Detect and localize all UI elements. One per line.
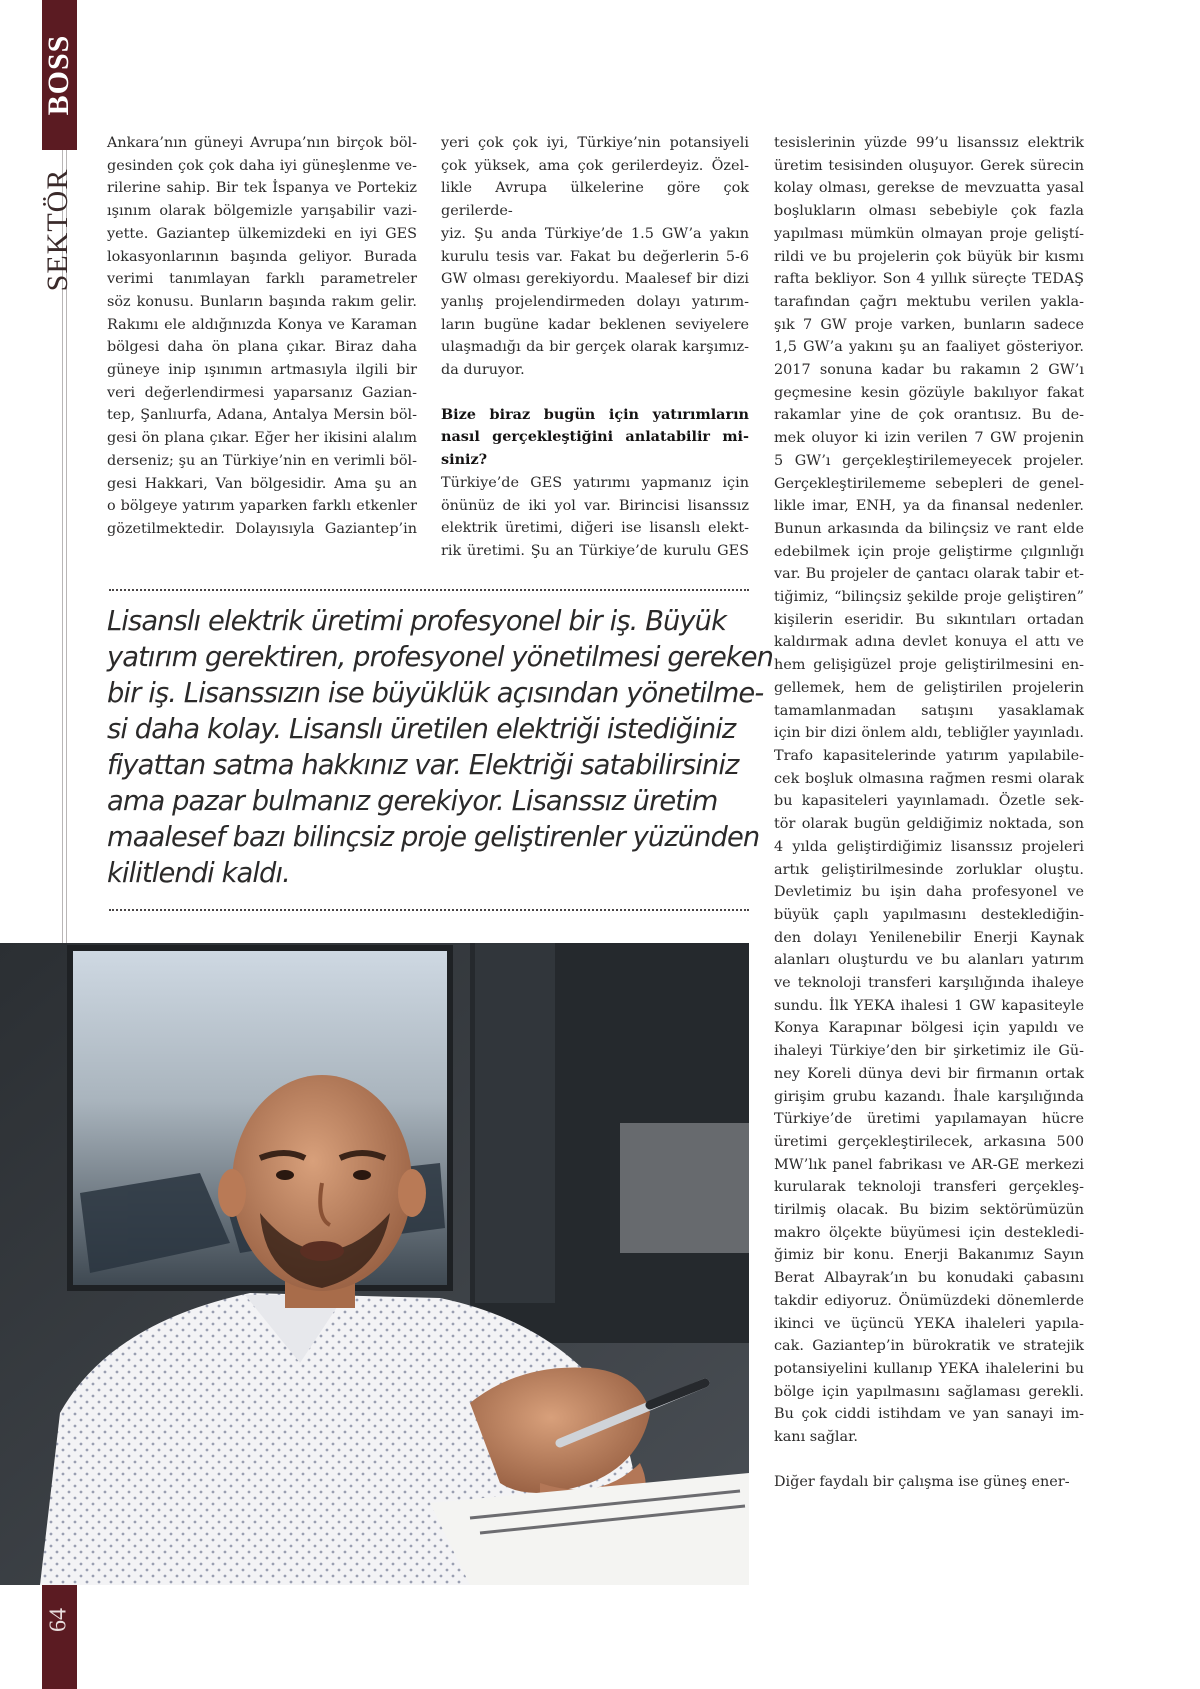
text-line: tesislerinin yüzde 99’u lisanssız elektrik <box>774 135 1084 151</box>
text-line: Bunun arkasında da bilinçsiz ve rant elde <box>774 520 1084 537</box>
text-line: Trafo kapasitelerinde yatırım yapılabile- <box>774 747 1084 764</box>
text-line: için bir dizi önlem aldı, tebliğler yayınladı. <box>774 725 1084 742</box>
text-line: Devletimiz bu işin daha profesyonel ve <box>774 884 1084 901</box>
text-line: 5 GW’ı gerçekleştirilemeyecek projeler. <box>774 452 1084 469</box>
text-line: tiğimiz, “bilinçsiz şekilde proje geliştiren” <box>774 589 1084 606</box>
text-line: rakamlar yine de çok orantısız. Bu de- <box>774 407 1084 424</box>
text-line: kurulu tesis var. Fakat bu değerlerin 5-6 <box>441 248 749 265</box>
text-line: ney Koreli dünya devi bir firmanın ortak <box>774 1065 1084 1082</box>
text-line: tarafından çağrı mektubu verilen yakla- <box>774 293 1084 310</box>
pull-quote-line: kilitlendi kaldı. <box>107 858 290 889</box>
interview-photo <box>0 943 749 1585</box>
text-line: çok yüksek, ama çok gerilerdeyiz. Özel- <box>441 157 749 174</box>
text-line: yiz. Şu anda Türkiye’de 1.5 GW’a yakın <box>441 225 749 242</box>
text-line: yapılması mümkün olmayan proje geliştí- <box>774 225 1084 242</box>
pull-quote-line: Lisanslı elektrik üretimi profesyonel bir iş. Büyük <box>107 606 726 637</box>
text-line: likle imar, ENH, ya da finansal nedenler. <box>774 498 1084 515</box>
text-line: ihaleyi Türkiye’den bir şirketimiz ile Gü- <box>774 1043 1084 1060</box>
text-line: rik üretimi. Şu an Türkiye’de kurulu GES <box>441 542 749 559</box>
pull-quote-line: bir iş. Lisanssızın ise büyüklük açısından yönetilme- <box>107 678 764 709</box>
article-column-1 <box>107 132 417 541</box>
text-line: lokasyonlarının başında geliyor. Burada <box>107 248 417 265</box>
column-2-paragraph-1 <box>441 132 749 382</box>
text-line: rildi ve bu projelerin çok büyük bir kısmı <box>774 248 1084 265</box>
text-line: likle Avrupa ülkelerine göre çok gerilerde- <box>441 180 749 220</box>
text-line: cek boşluk olmasına rağmen resmi olarak <box>774 770 1084 787</box>
pull-quote-line: yatırım gerektiren, profesyonel yönetilmesi gereken <box>107 642 774 673</box>
text-line: edebilmek için proje geliştirme çılgınlığı <box>774 543 1084 560</box>
text-line: cak. Gaziantep’in bürokratik ve stratejik <box>774 1338 1084 1355</box>
pull-quote-bottom-rule <box>109 909 749 911</box>
text-line: üretim tesisinden oluşuyor. Gerek sürecin <box>774 157 1084 174</box>
text-line: rilerine sahip. Bir tek İspanya ve Portekiz <box>107 180 417 197</box>
text-line: şık 7 GW proje varken, bunların sadece <box>774 316 1084 333</box>
text-line: 4 yılda geliştirdiğimiz lisanssız projeleri <box>774 838 1084 855</box>
pull-quote-line: fiyattan satma hakkınız var. Elektriği satabilirsiniz <box>107 750 739 781</box>
text-line: nasıl gerçekleştiğini anlatabilir mi- <box>441 428 749 446</box>
section-label: SEKTÖR <box>41 168 74 292</box>
text-line: derseniz; şu an Türkiye’nin en verimli böl- <box>107 452 417 469</box>
pull-quote <box>107 604 774 892</box>
text-line: Bize biraz bugün için yatırımların <box>441 405 749 423</box>
text-line: kurularak teknoloji transferi gerçekleş- <box>774 1179 1084 1196</box>
text-line: bu kapasiteleri yayınlamadı. Özetle sek- <box>774 793 1084 810</box>
pull-quote-line: si daha kolay. Lisanslı üretilen elektriği istediğiniz <box>107 714 736 745</box>
text-line: rafta bekliyor. Son 4 yıllık süreçte TEDAŞ <box>774 271 1084 288</box>
text-line: Berat Albayrak’ın bu konudaki çabasını <box>774 1270 1084 1287</box>
pull-quote-line: ama pazar bulmanız gerekiyor. Lisanssız üretim <box>107 786 718 817</box>
text-line: veri değerlendirmesi yaparsanız Gazian- <box>107 384 417 401</box>
text-line: var. Bu projeler de çantacı olarak tabir et- <box>774 566 1084 583</box>
text-line: takdir ediyoruz. Önümüzdeki dönemlerde <box>774 1292 1084 1309</box>
text-line: Türkiye’de GES yatırımı yapmanız için <box>441 474 749 491</box>
text-line: gellemek, hem de geliştirilen projelerin <box>774 679 1084 696</box>
text-line: MW’lık panel fabrikası ve AR-GE merkezi <box>774 1156 1084 1173</box>
text-line: alanları oluşturdu ve bu alanları yatırım <box>774 952 1084 969</box>
article-column-2 <box>441 132 749 563</box>
article-column-3 <box>774 132 1084 1493</box>
paragraph-gap <box>774 1449 1084 1471</box>
text-line: tep, Şanlıurfa, Adana, Antalya Mersin böl- <box>107 407 417 424</box>
text-line: kanı sağlar. <box>774 1429 858 1446</box>
text-line: güneye inip ışınımın artmasıyla ilgili bir <box>107 362 417 379</box>
text-line: yanlış projelendirmeden dolayı yatırım- <box>441 293 749 310</box>
text-line: ve teknoloji transferi karşılığında ihaleye <box>774 975 1084 992</box>
text-line: o bölgeye yatırım yaparken farklı etkenler <box>107 498 417 515</box>
text-line: Türkiye’de üretimi yapılamayan hücre <box>774 1111 1084 1128</box>
text-line: gesi Hakkari, Van bölgesidir. Ama şu an <box>107 475 417 492</box>
text-line: hem gelişigüzel proje geliştirilmesini en- <box>774 657 1084 674</box>
column-3-continuation: Diğer faydalı bir çalışma ise güneş ener- <box>774 1473 1070 1490</box>
page-number: 64 <box>45 1608 72 1632</box>
column-3-paragraph <box>774 132 1084 1449</box>
text-line: ikinci ve üçüncü YEKA ihaleleri yapıla- <box>774 1315 1084 1332</box>
paragraph-gap <box>441 382 749 404</box>
pull-quote-top-rule <box>109 589 749 591</box>
text-line: Gerçekleştirilememe sebepleri de genel- <box>774 475 1084 492</box>
text-line: siniz? <box>441 451 488 469</box>
text-line: ışınım olarak bölgemizle yarışabilir vazi- <box>107 203 417 220</box>
text-line: tirilmiş olacak. Bu bizim sektörümüzün <box>774 1202 1084 1219</box>
text-line: verimi tanımlayan farklı parametreler <box>107 271 417 288</box>
brand-label: BOSS <box>42 34 75 116</box>
text-line: gesinden çok çok daha iyi güneşlenme ve- <box>107 157 417 174</box>
text-line: bölge için yapılmasını sağlaması gerekli. <box>774 1383 1084 1400</box>
text-line: kaldırmak adına devlet konuya el attı ve <box>774 634 1084 651</box>
text-line: sundu. İlk YEKA ihalesi 1 GW kapasiteyle <box>774 997 1084 1014</box>
text-line: Rakımı ele aldığınızda Konya ve Karaman <box>107 316 417 333</box>
interviewee-illustration <box>0 943 749 1585</box>
text-line: tör olarak bugün geldiğimiz noktada, son <box>774 816 1084 833</box>
text-line: yette. Gaziantep ülkemizdeki en iyi GES <box>107 225 417 242</box>
text-line: artık geliştirilmesinde zorluklar oluştu. <box>774 861 1084 878</box>
column-2-paragraph-2 <box>441 472 749 563</box>
text-line: ğimiz bir konu. Enerji Bakanımız Sayın <box>774 1247 1084 1264</box>
text-line: 1,5 GW’a yakını şu an faaliyet gösteriyor. <box>774 339 1084 356</box>
text-line: büyük çaplı yapılmasını desteklediğin- <box>774 906 1084 923</box>
text-line: söz konusu. Bunların başında rakım gelir. <box>107 293 417 310</box>
text-line: bölgesi daha ön plana çıkar. Biraz daha <box>107 339 417 356</box>
text-line: elektrik üretimi, diğeri ise lisanslı elekt- <box>441 520 749 537</box>
text-line: GW olması gerekiyordu. Maalesef bir dizi <box>441 271 749 288</box>
text-line: da duruyor. <box>441 362 525 379</box>
text-line: ların bugüne kadar beklenen seviyelere <box>441 316 749 333</box>
pull-quote-line: maalesef bazı bilinçsiz proje geliştirenler yüzünden <box>107 822 760 853</box>
interview-question <box>441 404 749 472</box>
text-line: önünüz de iki yol var. Birincisi lisanssız <box>441 497 749 514</box>
text-line: gözetilmektedir. Dolayısıyla Gaziantep’in <box>107 520 417 537</box>
text-line: Ankara’nın güneyi Avrupa’nın birçok böl- <box>107 135 417 151</box>
text-line: üretimi gerçekleştirilecek, arkasına 500 <box>774 1133 1084 1150</box>
text-line: den dolayı Yenilenebilir Enerji Kaynak <box>774 929 1084 946</box>
text-line: ulaşmadığı da bir gerçek olarak karşımız- <box>441 339 749 356</box>
text-line: tamamlanmadan satışını yasaklamak <box>774 702 1084 719</box>
text-line: kolay olması, gerekse de mevzuatta yasal <box>774 180 1084 197</box>
text-line: yeri çok çok iyi, Türkiye’nin potansiyeli <box>441 135 749 151</box>
text-line: geçmesine kesin gözüyle bakılıyor fakat <box>774 384 1084 401</box>
text-line: makro ölçekte büyümesi için destekledi- <box>774 1224 1084 1241</box>
text-line: potansiyelini kullanıp YEKA ihalelerini bu <box>774 1360 1084 1377</box>
text-line: Konya Karapınar bölgesi için yapıldı ve <box>774 1020 1084 1037</box>
text-line: kişilerin eseridir. Bu sıkıntıları ortadan <box>774 611 1084 628</box>
text-line: girişim grubu kazandı. İhale karşılığında <box>774 1088 1084 1105</box>
text-line: gesi ön plana çıkar. Eğer her ikisini alalım <box>107 430 417 447</box>
text-line: boşlukların olması sebebiyle çok fazla <box>774 203 1084 220</box>
text-line: 2017 sonuna kadar bu rakamın 2 GW’ı <box>774 362 1084 379</box>
page-number-box <box>42 1580 77 1689</box>
text-line: mek oluyor ki izin verilen 7 GW projenin <box>774 430 1084 447</box>
text-line: Bu çok ciddi istihdam ve yan sanayi im- <box>774 1406 1084 1423</box>
